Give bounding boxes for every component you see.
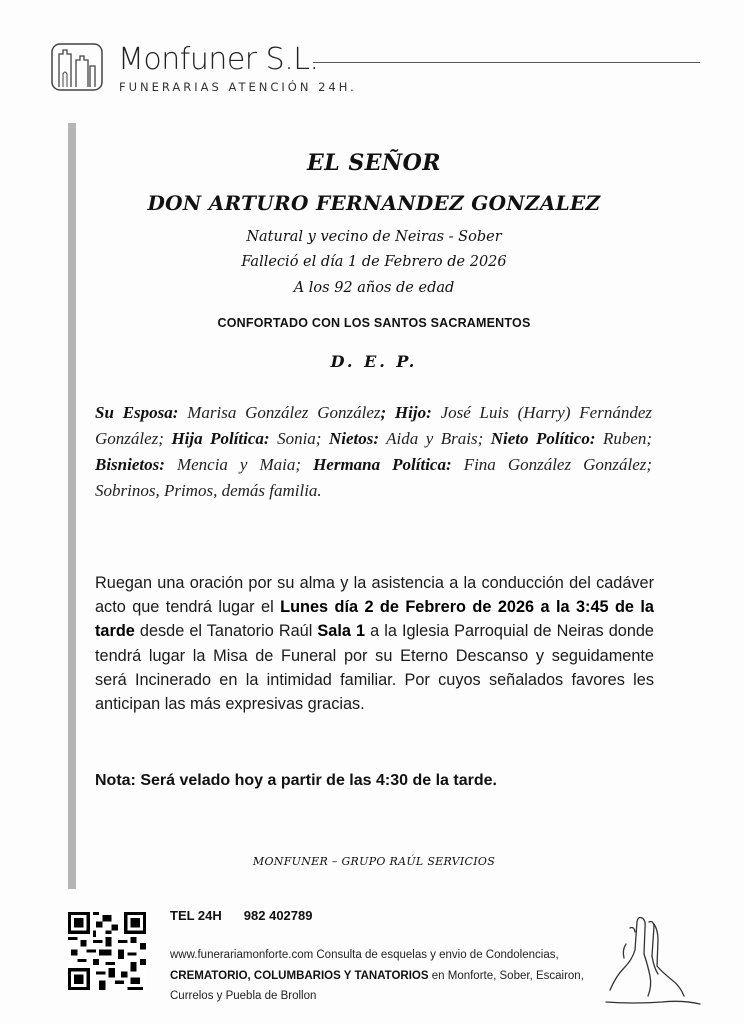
nieto-politico-label: Nieto Político: [490,429,596,448]
sacraments-line: CONFORTADO CON LOS SANTOS SACRAMENTOS [217,316,531,330]
bisnietos-label: Bisnietos: [95,455,165,474]
phone-label: TEL 24H [170,908,222,923]
hijo-value: José Luis (Harry) Fernández González; [95,403,653,448]
footer-text1: Consulta de esquelas y envio de Condolencias, [313,949,559,961]
ceremony-date: Lunes día 2 de Febrero de 2026 a la 3:45 de la tarde [95,598,654,641]
signature-line: MONFUNER – GRUPO RAÚL SERVICIOS [252,855,496,868]
age-line: A los 92 años de edad [293,280,455,296]
qr-code-icon [68,912,146,990]
body-part2: desde el Tanatorio Raúl [134,622,318,641]
dep-line: D. E. P. [330,352,418,371]
esposa-value: Marisa González González [187,403,381,422]
nietos-label: Nietos: [328,429,379,448]
hijo-label: ; Hijo: [380,403,432,422]
death-date-line: Falleció el día 1 de Febrero de 2026 [241,254,507,270]
brand-tagline: FUNERARIAS ATENCIÓN 24H. [119,80,357,94]
castle-tower-logo [50,40,104,92]
bisnietos-value: Mencia y Maia; [176,455,302,474]
phone-number[interactable]: 982 402789 [243,908,313,923]
origin-line: Natural y vecino de Neiras - Sober [246,229,502,245]
nieto-politico-value: Ruben; [602,429,653,448]
footer-text2: en Monforte, Sober, Escairon, Currelos y Puebla de Brollon [170,969,584,1002]
body-part3: a la Iglesia Parroquial de Neiras donde tendrá lugar la Misa de Funeral por su Eterno Descanso y seguidamente será Incinerado en la intimidad familiar. Por cuyos señalados favores les anticipan las más expresivas gracias. [95,622,654,714]
website-link[interactable]: www.funerariamonforte.com [170,949,314,961]
praying-hands-icon [602,910,702,1010]
esposa-label: Su Esposa: [95,403,179,422]
footer-info [170,945,590,1007]
header-divider [313,62,700,63]
sala-number: Sala 1 [317,622,366,641]
hermana-politica-value: Fina González González; [463,455,653,474]
hermana-politica-label: Hermana Política: [313,455,452,474]
services-list: CREMATORIO, COLUMBARIOS Y TANATORIOS [170,969,429,982]
family-paragraph [95,400,652,504]
left-border-bar [68,123,76,889]
notice-title: EL SEÑOR [306,150,442,176]
nota-line: Nota: Será velado hoy a partir de las 4:30 de la tarde. [95,772,497,789]
body-part1: Ruegan una oración por su alma y la asistencia a la conducción del cadáver acto que tendrá lugar el [95,574,654,617]
hija-politica-value: Sonia; [277,429,322,448]
phone-line [170,908,312,923]
deceased-name: DON ARTURO FERNANDEZ GONZALEZ [147,191,601,215]
nietos-value: Aida y Brais; [386,429,484,448]
ceremony-paragraph [95,571,654,716]
brand-name: Monfuner S.L. [118,42,319,77]
other-family: Sobrinos, Primos, demás familia. [95,481,322,500]
hija-politica-label: Hija Política: [171,429,270,448]
